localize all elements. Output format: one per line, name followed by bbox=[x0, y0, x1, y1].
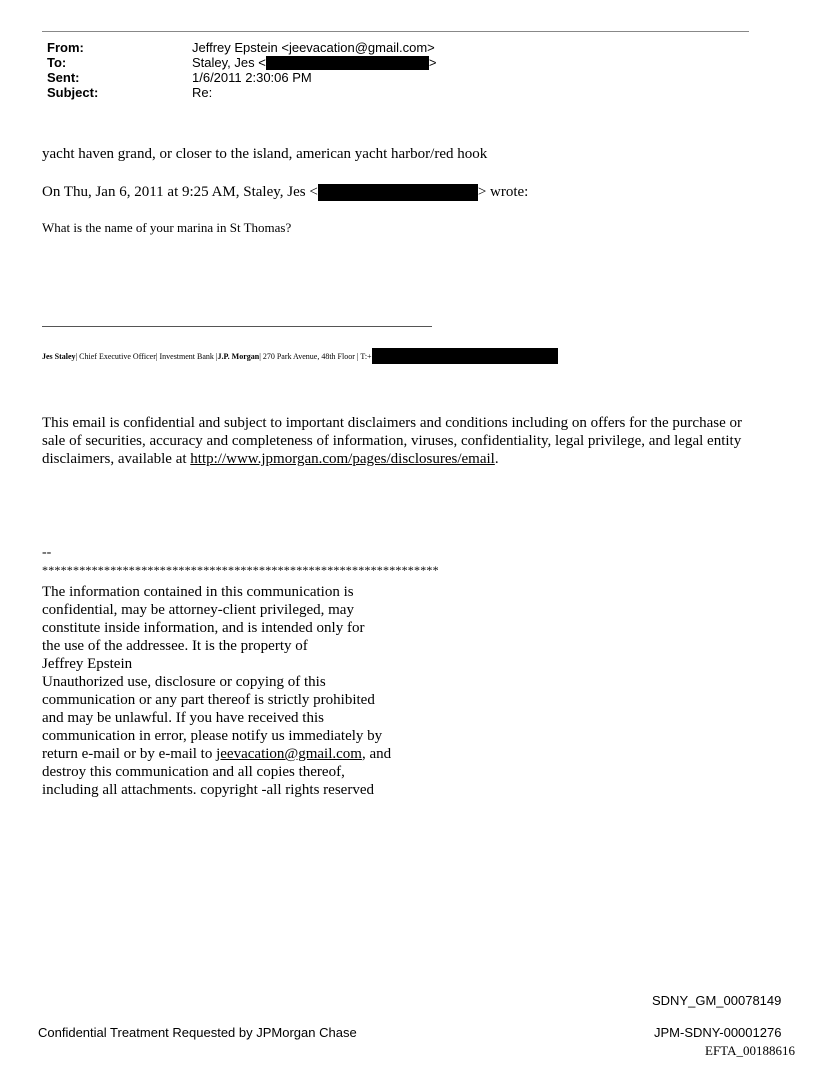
signature-company: J.P. Morgan bbox=[217, 351, 260, 361]
disclaimer-end: . bbox=[494, 451, 499, 467]
quote-intro bbox=[42, 183, 528, 201]
notice-line: including all attachments. copyright -all rights reserved bbox=[42, 782, 374, 798]
notice-line: constitute inside information, and is intended only for bbox=[42, 620, 365, 636]
bates-number-sdny: SDNY_GM_00078149 bbox=[652, 993, 782, 1008]
email-prefix: return e-mail or by e-mail to bbox=[42, 746, 217, 762]
quoted-message: What is the name of your marina in St Thomas? bbox=[42, 220, 292, 235]
reply-text: yacht haven grand, or closer to the island, american yacht harbor/red hook bbox=[42, 146, 488, 162]
signature-address: | 270 Park Avenue, 48th Floor | T:+ bbox=[259, 351, 372, 361]
notice-line: Unauthorized use, disclosure or copying of this bbox=[42, 674, 326, 690]
email-suffix: , and bbox=[361, 746, 392, 762]
signature-title: | Chief Executive Officer| Investment Bank | bbox=[75, 351, 218, 361]
subject-value: Re: bbox=[192, 85, 213, 100]
quote-intro-prefix: On Thu, Jan 6, 2011 at 9:25 AM, Staley, Jes < bbox=[42, 184, 318, 200]
redaction-box bbox=[318, 184, 478, 201]
header-sent-row bbox=[47, 70, 436, 85]
email-header bbox=[47, 40, 436, 100]
redaction-box bbox=[266, 56, 429, 70]
disclaimer-text: This email is confidential and subject to important disclaimers and conditions including on offers for the purchase or sale of securities, accuracy and completeness of information, viruses, confidentiality, legal privilege, and legal entity disclaimers, available at bbox=[42, 415, 742, 467]
redaction-box bbox=[372, 348, 558, 364]
separator-stars: **************************************************************** bbox=[42, 563, 439, 577]
to-value-prefix: Staley, Jes < bbox=[192, 55, 266, 70]
to-value-suffix: > bbox=[428, 55, 437, 70]
quote-intro-suffix: > wrote: bbox=[477, 184, 529, 200]
signature-divider bbox=[42, 326, 432, 327]
notice-line bbox=[42, 745, 392, 763]
bates-number-efta: EFTA_00188616 bbox=[705, 1043, 795, 1058]
notice-line: communication in error, please notify us immediately by bbox=[42, 728, 383, 744]
disclosures-link[interactable]: http://www.jpmorgan.com/pages/disclosures/email bbox=[190, 451, 495, 467]
notice-line: communication or any part thereof is strictly prohibited bbox=[42, 692, 375, 708]
from-label: From: bbox=[47, 40, 84, 55]
to-label: To: bbox=[47, 55, 67, 70]
separator-dashes: -- bbox=[42, 545, 52, 560]
header-subject-row bbox=[47, 85, 436, 100]
confidentiality-notice bbox=[42, 583, 392, 799]
sent-label: Sent: bbox=[47, 70, 80, 85]
notice-line: destroy this communication and all copies thereof, bbox=[42, 764, 345, 780]
notice-line: and may be unlawful. If you have received this bbox=[42, 710, 324, 726]
confidential-treatment-note: Confidential Treatment Requested by JPMorgan Chase bbox=[38, 1025, 357, 1040]
notice-line: The information contained in this communication is bbox=[42, 584, 354, 600]
jpm-disclaimer bbox=[42, 414, 762, 468]
from-value: Jeffrey Epstein <jeevacation@gmail.com> bbox=[192, 40, 435, 55]
bates-number-jpm: JPM-SDNY-00001276 bbox=[654, 1025, 782, 1040]
signature-line bbox=[42, 348, 558, 364]
top-divider bbox=[42, 31, 749, 32]
sent-value: 1/6/2011 2:30:06 PM bbox=[192, 70, 312, 85]
notice-line: confidential, may be attorney-client privileged, may bbox=[42, 602, 354, 618]
to-value bbox=[192, 55, 436, 70]
email-link[interactable]: jeevacation@gmail.com bbox=[216, 746, 362, 762]
signature-name: Jes Staley bbox=[42, 351, 76, 361]
subject-label: Subject: bbox=[47, 85, 99, 100]
header-from-row bbox=[47, 40, 436, 55]
notice-line: Jeffrey Epstein bbox=[42, 656, 133, 672]
header-to-row bbox=[47, 55, 436, 70]
notice-line: the use of the addressee. It is the property of bbox=[42, 638, 308, 654]
